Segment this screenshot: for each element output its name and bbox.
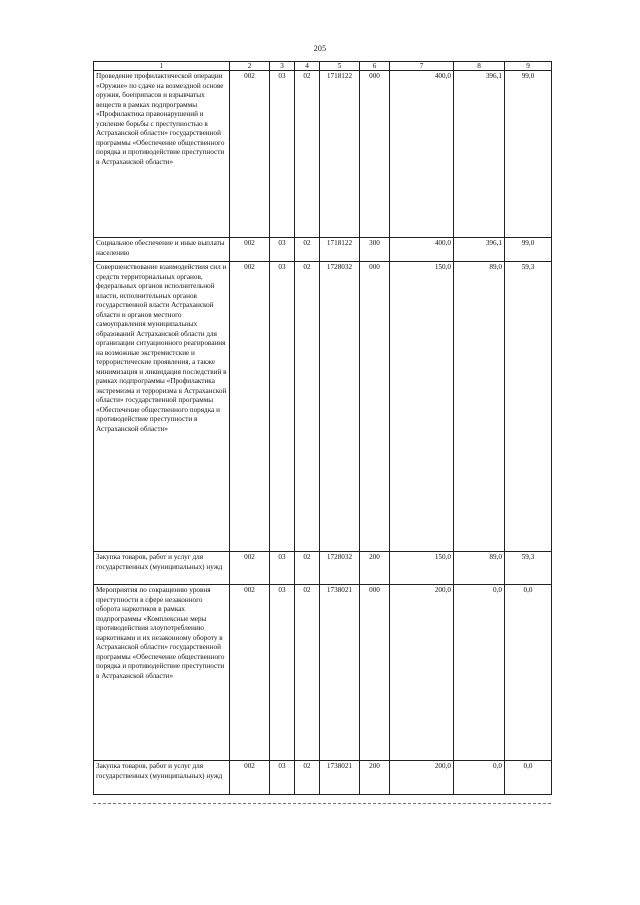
header-col-3: 3 <box>270 62 295 71</box>
cell-subsection: 02 <box>295 71 320 238</box>
cell-executed: 396,1 <box>454 238 505 262</box>
cell-executed: 89,0 <box>454 262 505 552</box>
row-name: Закупка товаров, работ и услуг для государственных (муниципальных) нужд <box>94 552 230 585</box>
cell-target-article: 1718122 <box>320 71 360 238</box>
cell-expense-type: 200 <box>360 552 390 585</box>
table-row <box>94 238 552 262</box>
row-name: Проведение профилактической операции «Оружие» по сдаче на возмездной основе оружия, боеприпасов и взрывчатых веществ в рамках подпрограммы «Профилактика правонарушений и усиление борьбы с преступностью в Астраханской области» государственной программы «Обеспечение общественного порядка и противодействие преступности в Астраханской области» <box>94 71 230 238</box>
row-name: Мероприятия по сокращению уровня преступности в сфере незаконного оборота наркотиков в рамках подпрограммы «Комплексные меры противодействия злоупотреблению наркотиками и их незаконному обороту в Астраханской области» государственной программы «Обеспечение общественного порядка и противодействие преступности в Астраханской области» <box>94 585 230 761</box>
cell-executed: 0,0 <box>454 585 505 761</box>
cell-target-article: 1738021 <box>320 585 360 761</box>
table-row <box>94 761 552 795</box>
cell-target-article: 1728032 <box>320 552 360 585</box>
cell-percent: 59,3 <box>505 262 552 552</box>
cell-percent: 99,0 <box>505 71 552 238</box>
cell-planned: 200,0 <box>390 585 454 761</box>
cell-expense-type: 300 <box>360 238 390 262</box>
cell-planned: 150,0 <box>390 552 454 585</box>
cell-target-article: 1728032 <box>320 262 360 552</box>
table-row <box>94 71 552 238</box>
cell-ministry-code: 002 <box>230 238 270 262</box>
cell-section: 03 <box>270 262 295 552</box>
page-number: 205 <box>313 44 327 53</box>
table-row <box>94 262 552 552</box>
cell-percent: 0,0 <box>505 761 552 795</box>
cell-subsection: 02 <box>295 552 320 585</box>
row-name: Закупка товаров, работ и услуг для государственных (муниципальных) нужд <box>94 761 230 795</box>
cell-planned: 400,0 <box>390 238 454 262</box>
cell-section: 03 <box>270 238 295 262</box>
cell-percent: 0,0 <box>505 585 552 761</box>
cell-ministry-code: 002 <box>230 761 270 795</box>
cell-subsection: 02 <box>295 262 320 552</box>
cell-expense-type: 000 <box>360 262 390 552</box>
cell-target-article: 1738021 <box>320 761 360 795</box>
cell-subsection: 02 <box>295 585 320 761</box>
table-row <box>94 585 552 761</box>
cell-section: 03 <box>270 552 295 585</box>
cell-planned: 400,0 <box>390 71 454 238</box>
cell-executed: 89,0 <box>454 552 505 585</box>
cell-subsection: 02 <box>295 238 320 262</box>
cell-ministry-code: 002 <box>230 71 270 238</box>
header-col-1: 1 <box>94 62 230 71</box>
cell-subsection: 02 <box>295 761 320 795</box>
cell-expense-type: 000 <box>360 71 390 238</box>
cell-expense-type: 000 <box>360 585 390 761</box>
header-col-7: 7 <box>390 62 454 71</box>
cell-target-article: 1718122 <box>320 238 360 262</box>
cell-planned: 150,0 <box>390 262 454 552</box>
header-row <box>94 62 552 71</box>
header-col-4: 4 <box>295 62 320 71</box>
cell-executed: 396,1 <box>454 71 505 238</box>
cell-section: 03 <box>270 761 295 795</box>
table-row <box>94 552 552 585</box>
table-bottom-rule <box>93 803 551 804</box>
header-col-6: 6 <box>360 62 390 71</box>
header-col-9: 9 <box>505 62 552 71</box>
cell-ministry-code: 002 <box>230 262 270 552</box>
header-col-2: 2 <box>230 62 270 71</box>
cell-ministry-code: 002 <box>230 552 270 585</box>
header-col-8: 8 <box>454 62 505 71</box>
cell-section: 03 <box>270 585 295 761</box>
budget-table <box>93 61 552 795</box>
row-name: Совершенствование взаимодействия сил и средств территориальных органов, федеральных органов исполнительной власти, исполнительных органов государственной власти Астраханской области и органов местного самоуправления муниципальных образований Астраханской области для организации ситуационного реагирования на возможные экстремистские и террористические проявления, а также минимизация и ликвидация последствий в рамках подпрограммы «Профилактика экстремизма и терроризма в Астраханской области» государственной программы «Обеспечение общественного порядка и противодействие преступности в Астраханской области» <box>94 262 230 552</box>
cell-ministry-code: 002 <box>230 585 270 761</box>
row-name: Социальное обеспечение и иные выплаты населению <box>94 238 230 262</box>
header-col-5: 5 <box>320 62 360 71</box>
cell-executed: 0,0 <box>454 761 505 795</box>
cell-planned: 200,0 <box>390 761 454 795</box>
cell-percent: 99,0 <box>505 238 552 262</box>
cell-percent: 59,3 <box>505 552 552 585</box>
cell-section: 03 <box>270 71 295 238</box>
cell-expense-type: 200 <box>360 761 390 795</box>
